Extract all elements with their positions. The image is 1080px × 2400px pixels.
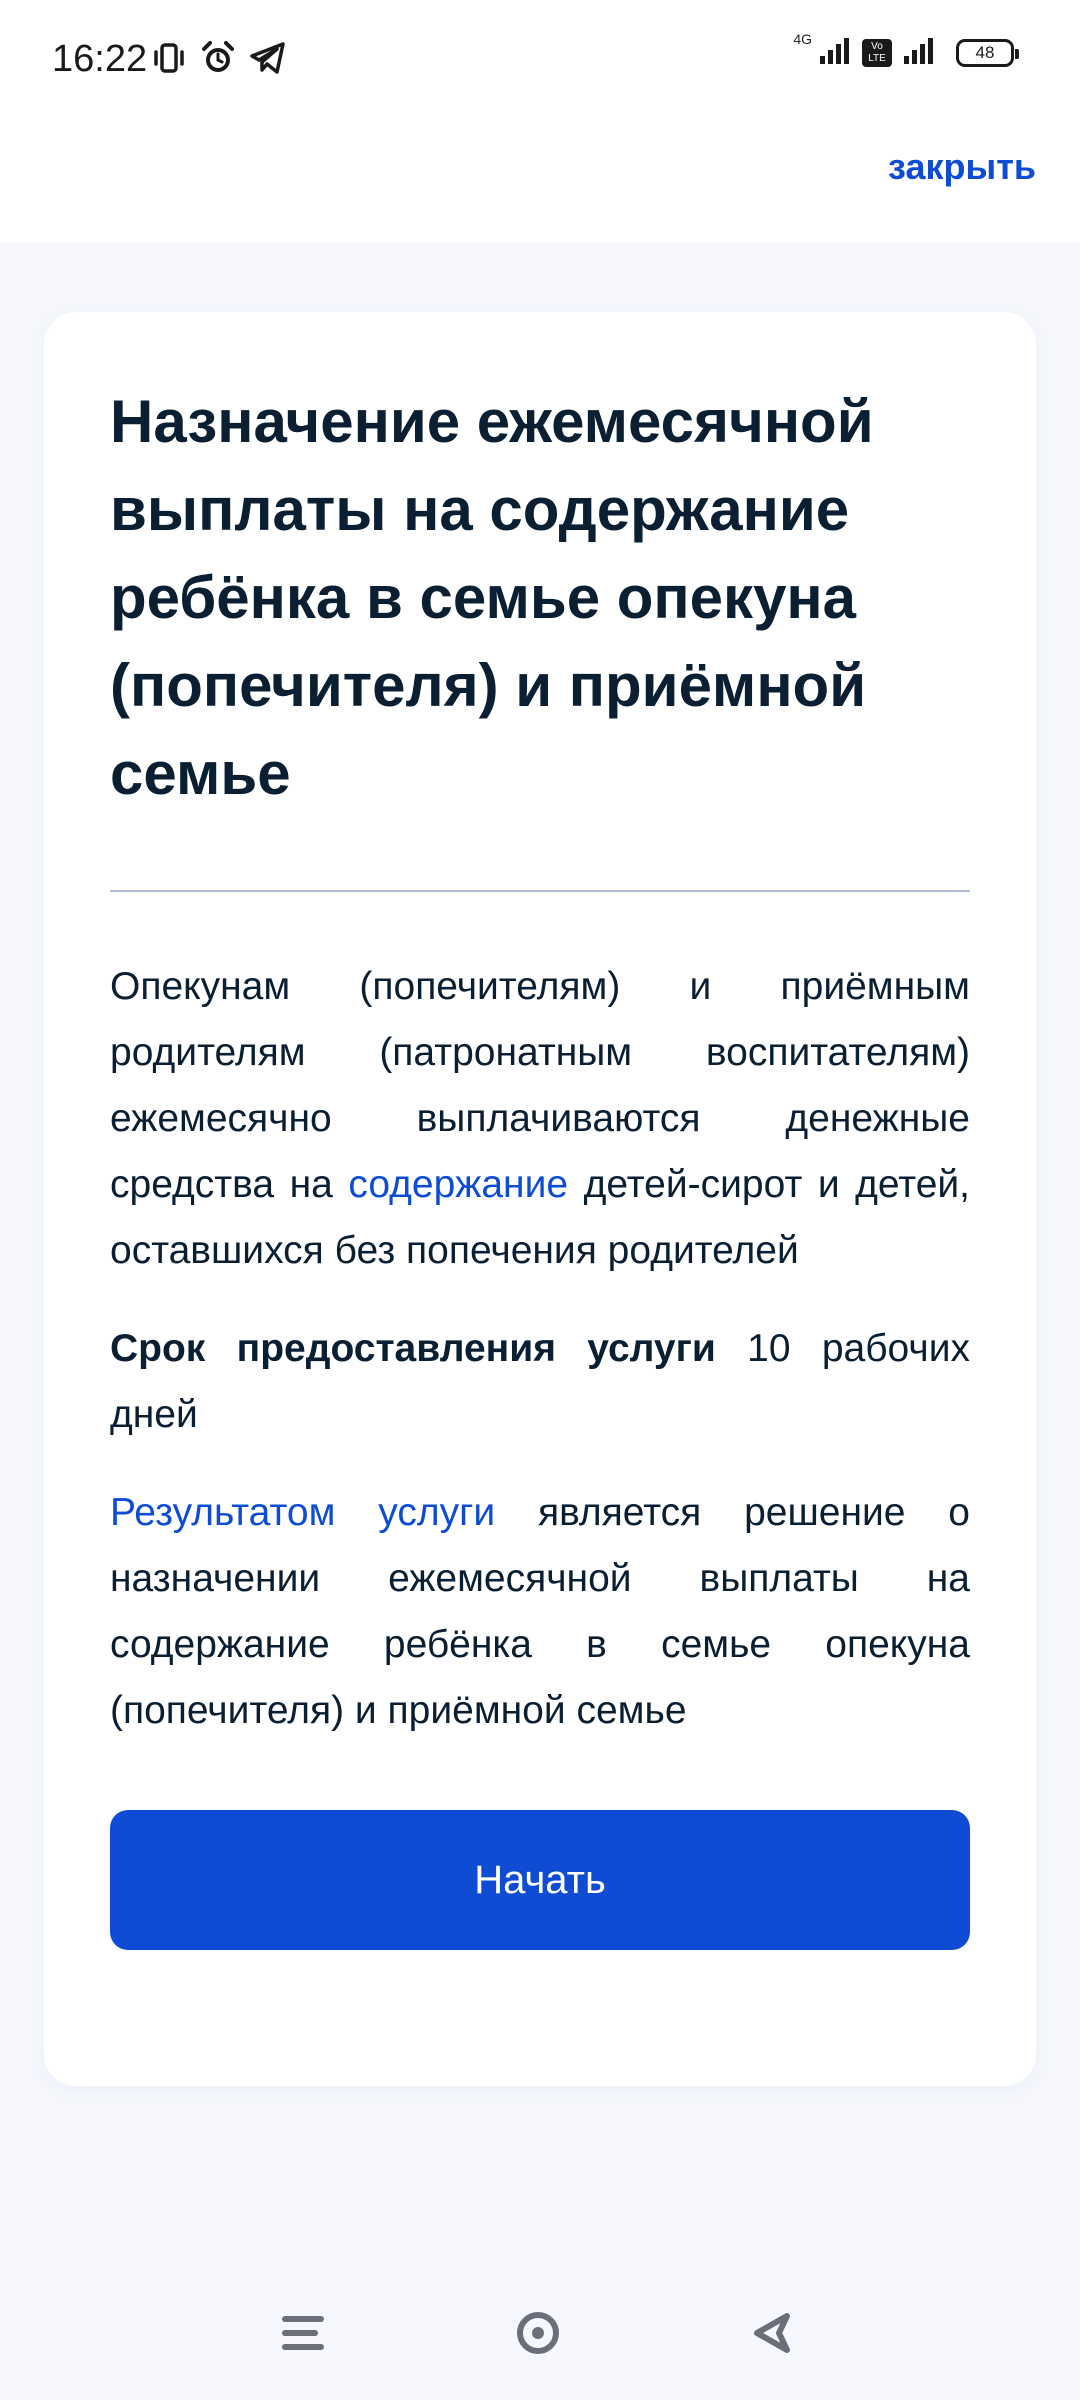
home-icon: [514, 2309, 562, 2361]
network-type-label: 4G: [793, 31, 812, 47]
back-icon: [749, 2310, 795, 2360]
status-left-icons: [152, 40, 286, 80]
top-header: [0, 120, 1080, 242]
start-button[interactable]: Начать: [110, 1810, 970, 1950]
service-card: [44, 312, 1036, 2086]
service-term-value: 10 рабочих дней: [110, 1327, 970, 1436]
service-result-text: является решение о назначении ежемесячной выплаты на содержание ребёнка в семье опекуна (попечителя) и приёмной семье: [110, 1491, 970, 1732]
volte-icon: [862, 39, 892, 67]
nav-home-button[interactable]: [503, 2300, 573, 2370]
volte-line2: LTE: [868, 53, 886, 64]
divider: [110, 890, 970, 892]
close-link[interactable]: закрыть: [888, 146, 1036, 187]
nav-menu-button[interactable]: [268, 2300, 338, 2370]
alarm-icon: [200, 40, 236, 80]
service-card-content: [110, 378, 970, 1950]
battery-level: 48: [975, 43, 995, 62]
volte-line1: Vo: [871, 41, 883, 52]
battery-icon: [956, 39, 1014, 67]
page-title: Назначение ежемесячной выплаты на содержание ребёнка в семье опекуна (попечителя) и приёмной семье: [110, 388, 874, 807]
status-bar: [0, 0, 1080, 120]
system-nav-bar: [0, 2270, 1080, 2400]
service-term-label: Срок предоставления услуги: [110, 1327, 716, 1370]
signal-icon-2: [902, 36, 940, 70]
service-description: [110, 954, 970, 1284]
service-result-link[interactable]: Результатом услуги: [110, 1491, 496, 1534]
status-time: 16:22: [52, 38, 148, 80]
description-text-1: Опекунам (попечителям) и приёмным родителям (патронатным воспитателям) ежемесячно выплачиваются денежные средства на: [110, 965, 970, 1206]
service-term: [110, 1316, 970, 1448]
status-right-icons: [793, 31, 1014, 70]
nav-back-button[interactable]: [737, 2300, 807, 2370]
signal-icon: [818, 36, 852, 70]
description-text-2: детей-сирот и детей, оставшихся без попечения родителей: [110, 1163, 970, 1272]
menu-icon: [281, 2313, 325, 2357]
content-link[interactable]: содержание: [348, 1163, 569, 1206]
telegram-icon: [250, 41, 286, 79]
service-result: [110, 1480, 970, 1744]
vibrate-icon: [152, 41, 186, 79]
